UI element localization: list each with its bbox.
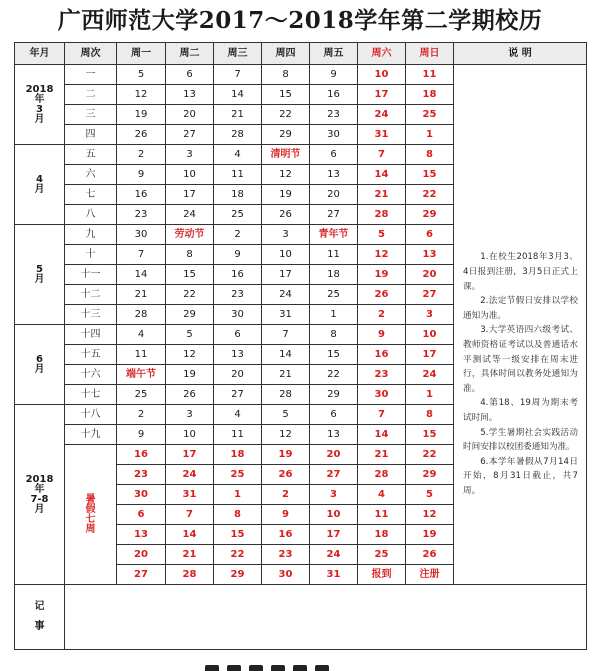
day-cell: 26 bbox=[262, 465, 310, 485]
day-cell: 30 bbox=[214, 305, 262, 325]
day-cell: 11 bbox=[214, 425, 262, 445]
day-cell: 27 bbox=[310, 465, 358, 485]
week-number: 五 bbox=[65, 145, 117, 165]
day-cell: 23 bbox=[117, 465, 166, 485]
day-cell: 22 bbox=[262, 105, 310, 125]
day-cell: 17 bbox=[310, 525, 358, 545]
day-cell: 15 bbox=[310, 345, 358, 365]
day-cell: 30 bbox=[358, 385, 406, 405]
week-number: 十五 bbox=[65, 345, 117, 365]
notes-cell bbox=[454, 65, 587, 585]
day-cell: 2 bbox=[214, 225, 262, 245]
day-cell: 21 bbox=[262, 365, 310, 385]
day-cell: 22 bbox=[406, 185, 454, 205]
week-number: 十一 bbox=[65, 265, 117, 285]
day-cell: 26 bbox=[358, 285, 406, 305]
day-cell: 15 bbox=[214, 525, 262, 545]
day-cell: 14 bbox=[117, 265, 166, 285]
day-cell: 9 bbox=[262, 505, 310, 525]
day-cell: 11 bbox=[310, 245, 358, 265]
day-cell: 10 bbox=[262, 245, 310, 265]
day-cell: 25 bbox=[358, 545, 406, 565]
header-row bbox=[15, 43, 587, 65]
day-cell: 22 bbox=[310, 365, 358, 385]
day-cell: 18 bbox=[358, 525, 406, 545]
day-cell: 23 bbox=[310, 105, 358, 125]
page-title: 广西师范大学2017～2018学年第二学期校历 bbox=[57, 7, 543, 34]
day-cell: 23 bbox=[117, 205, 166, 225]
day-cell: 19 bbox=[166, 365, 214, 385]
week-number: 十三 bbox=[65, 305, 117, 325]
week-number: 六 bbox=[65, 165, 117, 185]
day-cell: 14 bbox=[358, 165, 406, 185]
day-cell: 3 bbox=[166, 405, 214, 425]
day-cell: 16 bbox=[358, 345, 406, 365]
day-cell: 劳动节 bbox=[166, 225, 214, 245]
day-cell: 31 bbox=[310, 565, 358, 585]
day-cell: 22 bbox=[406, 445, 454, 465]
day-cell: 14 bbox=[358, 425, 406, 445]
day-cell: 25 bbox=[214, 205, 262, 225]
day-cell: 6 bbox=[166, 65, 214, 85]
vacation-label: 暑 假 七 周 bbox=[65, 445, 117, 585]
day-cell: 3 bbox=[406, 305, 454, 325]
day-cell: 13 bbox=[166, 85, 214, 105]
day-cell: 9 bbox=[117, 165, 166, 185]
day-cell: 31 bbox=[262, 305, 310, 325]
day-cell: 12 bbox=[166, 345, 214, 365]
day-cell: 4 bbox=[358, 485, 406, 505]
day-cell: 10 bbox=[166, 425, 214, 445]
day-cell: 28 bbox=[166, 565, 214, 585]
day-cell: 20 bbox=[310, 445, 358, 465]
day-cell: 21 bbox=[166, 545, 214, 565]
day-cell: 16 bbox=[310, 85, 358, 105]
day-cell: 注册 bbox=[406, 565, 454, 585]
day-cell: 20 bbox=[117, 545, 166, 565]
day-cell: 26 bbox=[117, 125, 166, 145]
day-cell: 2 bbox=[117, 405, 166, 425]
day-cell: 15 bbox=[262, 85, 310, 105]
day-cell: 27 bbox=[166, 125, 214, 145]
day-cell: 30 bbox=[262, 565, 310, 585]
day-cell: 6 bbox=[310, 405, 358, 425]
header-notes: 说 明 bbox=[454, 43, 587, 65]
day-cell: 7 bbox=[214, 65, 262, 85]
day-cell: 16 bbox=[262, 525, 310, 545]
day-cell: 25 bbox=[214, 465, 262, 485]
day-cell: 14 bbox=[262, 345, 310, 365]
day-cell: 28 bbox=[262, 385, 310, 405]
day-cell: 4 bbox=[214, 145, 262, 165]
day-cell: 27 bbox=[406, 285, 454, 305]
day-cell: 6 bbox=[310, 145, 358, 165]
day-cell: 25 bbox=[117, 385, 166, 405]
day-cell: 27 bbox=[214, 385, 262, 405]
day-cell: 30 bbox=[310, 125, 358, 145]
day-cell: 21 bbox=[358, 185, 406, 205]
day-cell: 7 bbox=[166, 505, 214, 525]
day-cell: 22 bbox=[214, 545, 262, 565]
week-number: 十八 bbox=[65, 405, 117, 425]
day-cell: 28 bbox=[214, 125, 262, 145]
day-cell: 18 bbox=[406, 85, 454, 105]
day-cell: 2 bbox=[358, 305, 406, 325]
week-number: 十九 bbox=[65, 425, 117, 445]
header-month: 年月 bbox=[15, 43, 65, 65]
day-cell: 23 bbox=[358, 365, 406, 385]
header-mon: 周一 bbox=[117, 43, 166, 65]
month-label: 6 月 bbox=[15, 325, 65, 405]
day-cell: 31 bbox=[358, 125, 406, 145]
day-cell: 5 bbox=[358, 225, 406, 245]
week-number: 九 bbox=[65, 225, 117, 245]
day-cell: 30 bbox=[117, 225, 166, 245]
day-cell: 13 bbox=[117, 525, 166, 545]
week-number: 七 bbox=[65, 185, 117, 205]
header-thu: 周四 bbox=[262, 43, 310, 65]
day-cell: 26 bbox=[166, 385, 214, 405]
week-number: 四 bbox=[65, 125, 117, 145]
day-cell: 27 bbox=[117, 565, 166, 585]
day-cell: 29 bbox=[406, 465, 454, 485]
day-cell: 7 bbox=[262, 325, 310, 345]
day-cell: 端午节 bbox=[117, 365, 166, 385]
header-tue: 周二 bbox=[166, 43, 214, 65]
day-cell: 9 bbox=[214, 245, 262, 265]
day-cell: 26 bbox=[406, 545, 454, 565]
day-cell: 12 bbox=[358, 245, 406, 265]
week-row bbox=[15, 65, 587, 85]
day-cell: 12 bbox=[262, 425, 310, 445]
header-wed: 周三 bbox=[214, 43, 262, 65]
note-item: 4.第18、19周为期末考试时间。 bbox=[463, 398, 578, 423]
week-number: 八 bbox=[65, 205, 117, 225]
day-cell: 6 bbox=[406, 225, 454, 245]
day-cell: 清明节 bbox=[262, 145, 310, 165]
day-cell: 13 bbox=[214, 345, 262, 365]
day-cell: 9 bbox=[310, 65, 358, 85]
day-cell: 7 bbox=[117, 245, 166, 265]
remark-area bbox=[65, 585, 587, 650]
month-label: 2018 年 3 月 bbox=[15, 65, 65, 145]
day-cell: 17 bbox=[262, 265, 310, 285]
day-cell: 24 bbox=[310, 545, 358, 565]
day-cell: 1 bbox=[214, 485, 262, 505]
remark-label: 记 事 bbox=[15, 585, 65, 650]
header-sat: 周六 bbox=[358, 43, 406, 65]
day-cell: 27 bbox=[310, 205, 358, 225]
day-cell: 21 bbox=[358, 445, 406, 465]
week-number: 十六 bbox=[65, 365, 117, 385]
day-cell: 4 bbox=[214, 405, 262, 425]
day-cell: 10 bbox=[406, 325, 454, 345]
week-number: 三 bbox=[65, 105, 117, 125]
day-cell: 报到 bbox=[358, 565, 406, 585]
month-label: 5 月 bbox=[15, 225, 65, 325]
day-cell: 21 bbox=[117, 285, 166, 305]
day-cell: 16 bbox=[117, 185, 166, 205]
day-cell: 青年节 bbox=[310, 225, 358, 245]
day-cell: 7 bbox=[358, 405, 406, 425]
day-cell: 19 bbox=[406, 525, 454, 545]
day-cell: 29 bbox=[214, 565, 262, 585]
day-cell: 24 bbox=[166, 205, 214, 225]
day-cell: 24 bbox=[166, 465, 214, 485]
day-cell: 12 bbox=[406, 505, 454, 525]
day-cell: 28 bbox=[358, 465, 406, 485]
day-cell: 19 bbox=[262, 445, 310, 465]
day-cell: 19 bbox=[358, 265, 406, 285]
day-cell: 8 bbox=[310, 325, 358, 345]
day-cell: 12 bbox=[117, 85, 166, 105]
day-cell: 29 bbox=[166, 305, 214, 325]
day-cell: 20 bbox=[406, 265, 454, 285]
day-cell: 17 bbox=[166, 445, 214, 465]
day-cell: 18 bbox=[310, 265, 358, 285]
day-cell: 28 bbox=[358, 205, 406, 225]
day-cell: 29 bbox=[310, 385, 358, 405]
month-label: 2018 年 7-8 月 bbox=[15, 405, 65, 585]
day-cell: 16 bbox=[214, 265, 262, 285]
day-cell: 13 bbox=[310, 165, 358, 185]
day-cell: 8 bbox=[262, 65, 310, 85]
day-cell: 29 bbox=[262, 125, 310, 145]
day-cell: 25 bbox=[406, 105, 454, 125]
calendar-table bbox=[14, 42, 587, 650]
week-number: 十 bbox=[65, 245, 117, 265]
day-cell: 21 bbox=[214, 105, 262, 125]
day-cell: 5 bbox=[117, 65, 166, 85]
day-cell: 2 bbox=[117, 145, 166, 165]
day-cell: 16 bbox=[117, 445, 166, 465]
day-cell: 20 bbox=[166, 105, 214, 125]
week-number: 十四 bbox=[65, 325, 117, 345]
day-cell: 5 bbox=[406, 485, 454, 505]
day-cell: 2 bbox=[262, 485, 310, 505]
week-number: 二 bbox=[65, 85, 117, 105]
day-cell: 11 bbox=[117, 345, 166, 365]
week-number: 十七 bbox=[65, 385, 117, 405]
day-cell: 10 bbox=[310, 505, 358, 525]
note-item: 1.在校生2018年3月3、4日报到注册，3月5日正式上课。 bbox=[463, 252, 578, 292]
day-cell: 15 bbox=[166, 265, 214, 285]
day-cell: 14 bbox=[214, 85, 262, 105]
day-cell: 3 bbox=[166, 145, 214, 165]
day-cell: 24 bbox=[406, 365, 454, 385]
note-item: 3.大学英语四六级考试、教师资格证考试以及普通话水平测试等一级安排在周末进行，具体时间以教务处通知为准。 bbox=[463, 325, 578, 394]
day-cell: 8 bbox=[406, 405, 454, 425]
day-cell: 4 bbox=[117, 325, 166, 345]
day-cell: 14 bbox=[166, 525, 214, 545]
week-number: 一 bbox=[65, 65, 117, 85]
day-cell: 10 bbox=[358, 65, 406, 85]
day-cell: 31 bbox=[166, 485, 214, 505]
day-cell: 8 bbox=[406, 145, 454, 165]
header-fri: 周五 bbox=[310, 43, 358, 65]
header-week: 周次 bbox=[65, 43, 117, 65]
day-cell: 23 bbox=[214, 285, 262, 305]
day-cell: 1 bbox=[406, 125, 454, 145]
day-cell: 26 bbox=[262, 205, 310, 225]
day-cell: 5 bbox=[262, 405, 310, 425]
cropped-footer-text bbox=[205, 661, 415, 671]
day-cell: 17 bbox=[406, 345, 454, 365]
day-cell: 20 bbox=[310, 185, 358, 205]
day-cell: 20 bbox=[214, 365, 262, 385]
day-cell: 17 bbox=[166, 185, 214, 205]
day-cell: 25 bbox=[310, 285, 358, 305]
note-item: 2.法定节假日安排以学校通知为准。 bbox=[463, 296, 578, 321]
day-cell: 18 bbox=[214, 445, 262, 465]
day-cell: 5 bbox=[166, 325, 214, 345]
day-cell: 15 bbox=[406, 425, 454, 445]
day-cell: 1 bbox=[310, 305, 358, 325]
day-cell: 6 bbox=[117, 505, 166, 525]
day-cell: 3 bbox=[310, 485, 358, 505]
day-cell: 24 bbox=[358, 105, 406, 125]
day-cell: 18 bbox=[214, 185, 262, 205]
day-cell: 28 bbox=[117, 305, 166, 325]
day-cell: 9 bbox=[358, 325, 406, 345]
day-cell: 29 bbox=[406, 205, 454, 225]
day-cell: 11 bbox=[406, 65, 454, 85]
day-cell: 17 bbox=[358, 85, 406, 105]
day-cell: 8 bbox=[214, 505, 262, 525]
day-cell: 13 bbox=[310, 425, 358, 445]
note-item: 6.本学年暑假从7月14日开始，8月31日截止，共7周。 bbox=[463, 456, 578, 496]
day-cell: 23 bbox=[262, 545, 310, 565]
day-cell: 3 bbox=[262, 225, 310, 245]
day-cell: 9 bbox=[117, 425, 166, 445]
notes-text bbox=[454, 150, 586, 498]
note-item: 5.学生暑期社会实践活动时间安排以校团委通知为准。 bbox=[463, 427, 578, 453]
day-cell: 24 bbox=[262, 285, 310, 305]
day-cell: 30 bbox=[117, 485, 166, 505]
day-cell: 10 bbox=[166, 165, 214, 185]
day-cell: 6 bbox=[214, 325, 262, 345]
day-cell: 1 bbox=[406, 385, 454, 405]
week-number: 十二 bbox=[65, 285, 117, 305]
day-cell: 22 bbox=[166, 285, 214, 305]
day-cell: 12 bbox=[262, 165, 310, 185]
day-cell: 13 bbox=[406, 245, 454, 265]
month-label: 4 月 bbox=[15, 145, 65, 225]
day-cell: 11 bbox=[358, 505, 406, 525]
day-cell: 7 bbox=[358, 145, 406, 165]
day-cell: 8 bbox=[166, 245, 214, 265]
remark-row bbox=[15, 585, 587, 650]
day-cell: 19 bbox=[262, 185, 310, 205]
day-cell: 15 bbox=[406, 165, 454, 185]
day-cell: 19 bbox=[117, 105, 166, 125]
day-cell: 11 bbox=[214, 165, 262, 185]
header-sun: 周日 bbox=[406, 43, 454, 65]
